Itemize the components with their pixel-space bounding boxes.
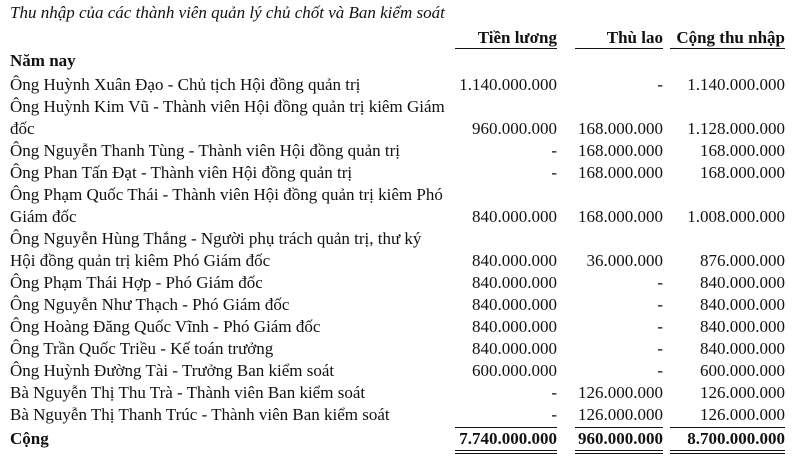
row-salary: 840.000.000 (472, 317, 557, 336)
total-double-rule-remuneration-1 (575, 450, 663, 451)
total-double-rule-total-1 (670, 450, 785, 451)
row-total: 1.128.000.000 (687, 118, 785, 138)
column-header-remuneration: Thù lao (606, 28, 663, 47)
total-label: Cộng (10, 429, 49, 448)
row-name: Ông Hoàng Đăng Quốc Vĩnh - Phó Giám đốc (10, 317, 321, 336)
row-remuneration: - (657, 75, 663, 94)
row-salary: 960.000.000 (472, 118, 557, 138)
row-remuneration: 168.000.000 (578, 163, 663, 182)
row-remuneration: - (657, 361, 663, 380)
row-name: Ông Nguyễn Hùng Thắng - Người phụ trách quản trị, thư ký Hội đồng quản trị kiêm Phó Giám đốc (10, 229, 422, 270)
row-name: Ông Phan Tấn Đạt - Thành viên Hội đồng quản trị (10, 163, 353, 182)
column-header-salary: Tiền lương (477, 28, 557, 47)
row-salary: - (551, 163, 557, 182)
total-double-rule-total-2 (670, 453, 785, 454)
row-salary: - (551, 383, 557, 402)
column-header-remuneration-underline (575, 48, 663, 49)
row-salary: 1.140.000.000 (459, 75, 557, 94)
row-total: 876.000.000 (700, 250, 785, 270)
row-salary: - (551, 141, 557, 160)
row-remuneration: - (657, 339, 663, 358)
total-salary: 7.740.000.000 (459, 429, 557, 448)
column-header-salary-underline (455, 48, 557, 49)
row-total: 840.000.000 (700, 317, 785, 336)
row-name: Bà Nguyễn Thị Thanh Trúc - Thành viên Ban kiểm soát (10, 405, 390, 424)
total-double-rule-salary-1 (455, 450, 557, 451)
row-salary: - (551, 405, 557, 424)
row-name: Ông Huỳnh Kim Vũ - Thành viên Hội đồng quản trị kiêm Giám đốc (10, 97, 445, 138)
row-remuneration: 126.000.000 (578, 405, 663, 424)
row-name: Ông Phạm Quốc Thái - Thành viên Hội đồng quản trị kiêm Phó Giám đốc (10, 185, 443, 226)
row-total: 840.000.000 (700, 339, 785, 358)
row-name: Bà Nguyễn Thị Thu Trà - Thành viên Ban kiểm soát (10, 383, 366, 402)
table-title: Thu nhập của các thành viên quản lý chủ chốt và Ban kiểm soát (10, 3, 445, 22)
row-total: 168.000.000 (700, 141, 785, 160)
row-salary: 840.000.000 (472, 295, 557, 314)
total-total: 8.700.000.000 (687, 429, 785, 448)
section-label-current-year: Năm nay (10, 51, 76, 70)
total-remuneration: 960.000.000 (578, 429, 663, 448)
total-double-rule-remuneration-2 (575, 453, 663, 454)
row-total: 840.000.000 (700, 295, 785, 314)
row-name: Ông Huỳnh Đường Tài - Trưởng Ban kiểm soát (10, 361, 335, 380)
row-total: 126.000.000 (700, 383, 785, 402)
row-remuneration: 168.000.000 (578, 206, 663, 226)
row-salary: 600.000.000 (472, 361, 557, 380)
row-salary: 840.000.000 (472, 206, 557, 226)
row-name: Ông Huỳnh Xuân Đạo - Chủ tịch Hội đồng quản trị (10, 75, 361, 94)
row-remuneration: - (657, 273, 663, 292)
row-total: 1.140.000.000 (687, 75, 785, 94)
row-remuneration: - (657, 295, 663, 314)
row-salary: 840.000.000 (472, 273, 557, 292)
row-remuneration: 126.000.000 (578, 383, 663, 402)
row-name: Ông Nguyễn Thanh Tùng - Thành viên Hội đồng quản trị (10, 141, 401, 160)
row-remuneration: 168.000.000 (578, 141, 663, 160)
row-remuneration: - (657, 317, 663, 336)
row-total: 600.000.000 (700, 361, 785, 380)
column-header-total: Cộng thu nhập (676, 28, 785, 47)
column-header-total-underline (670, 48, 785, 49)
row-name: Ông Phạm Thái Hợp - Phó Giám đốc (10, 273, 263, 292)
total-double-rule-salary-2 (455, 453, 557, 454)
row-name: Ông Trần Quốc Triều - Kế toán trưởng (10, 339, 274, 358)
row-total: 126.000.000 (700, 405, 785, 424)
row-total: 840.000.000 (700, 273, 785, 292)
row-salary: 840.000.000 (472, 250, 557, 270)
row-total: 168.000.000 (700, 163, 785, 182)
row-total: 1.008.000.000 (687, 206, 785, 226)
row-name: Ông Nguyễn Như Thạch - Phó Giám đốc (10, 295, 290, 314)
row-remuneration: 168.000.000 (578, 118, 663, 138)
row-salary: 840.000.000 (472, 339, 557, 358)
row-remuneration: 36.000.000 (586, 250, 663, 270)
